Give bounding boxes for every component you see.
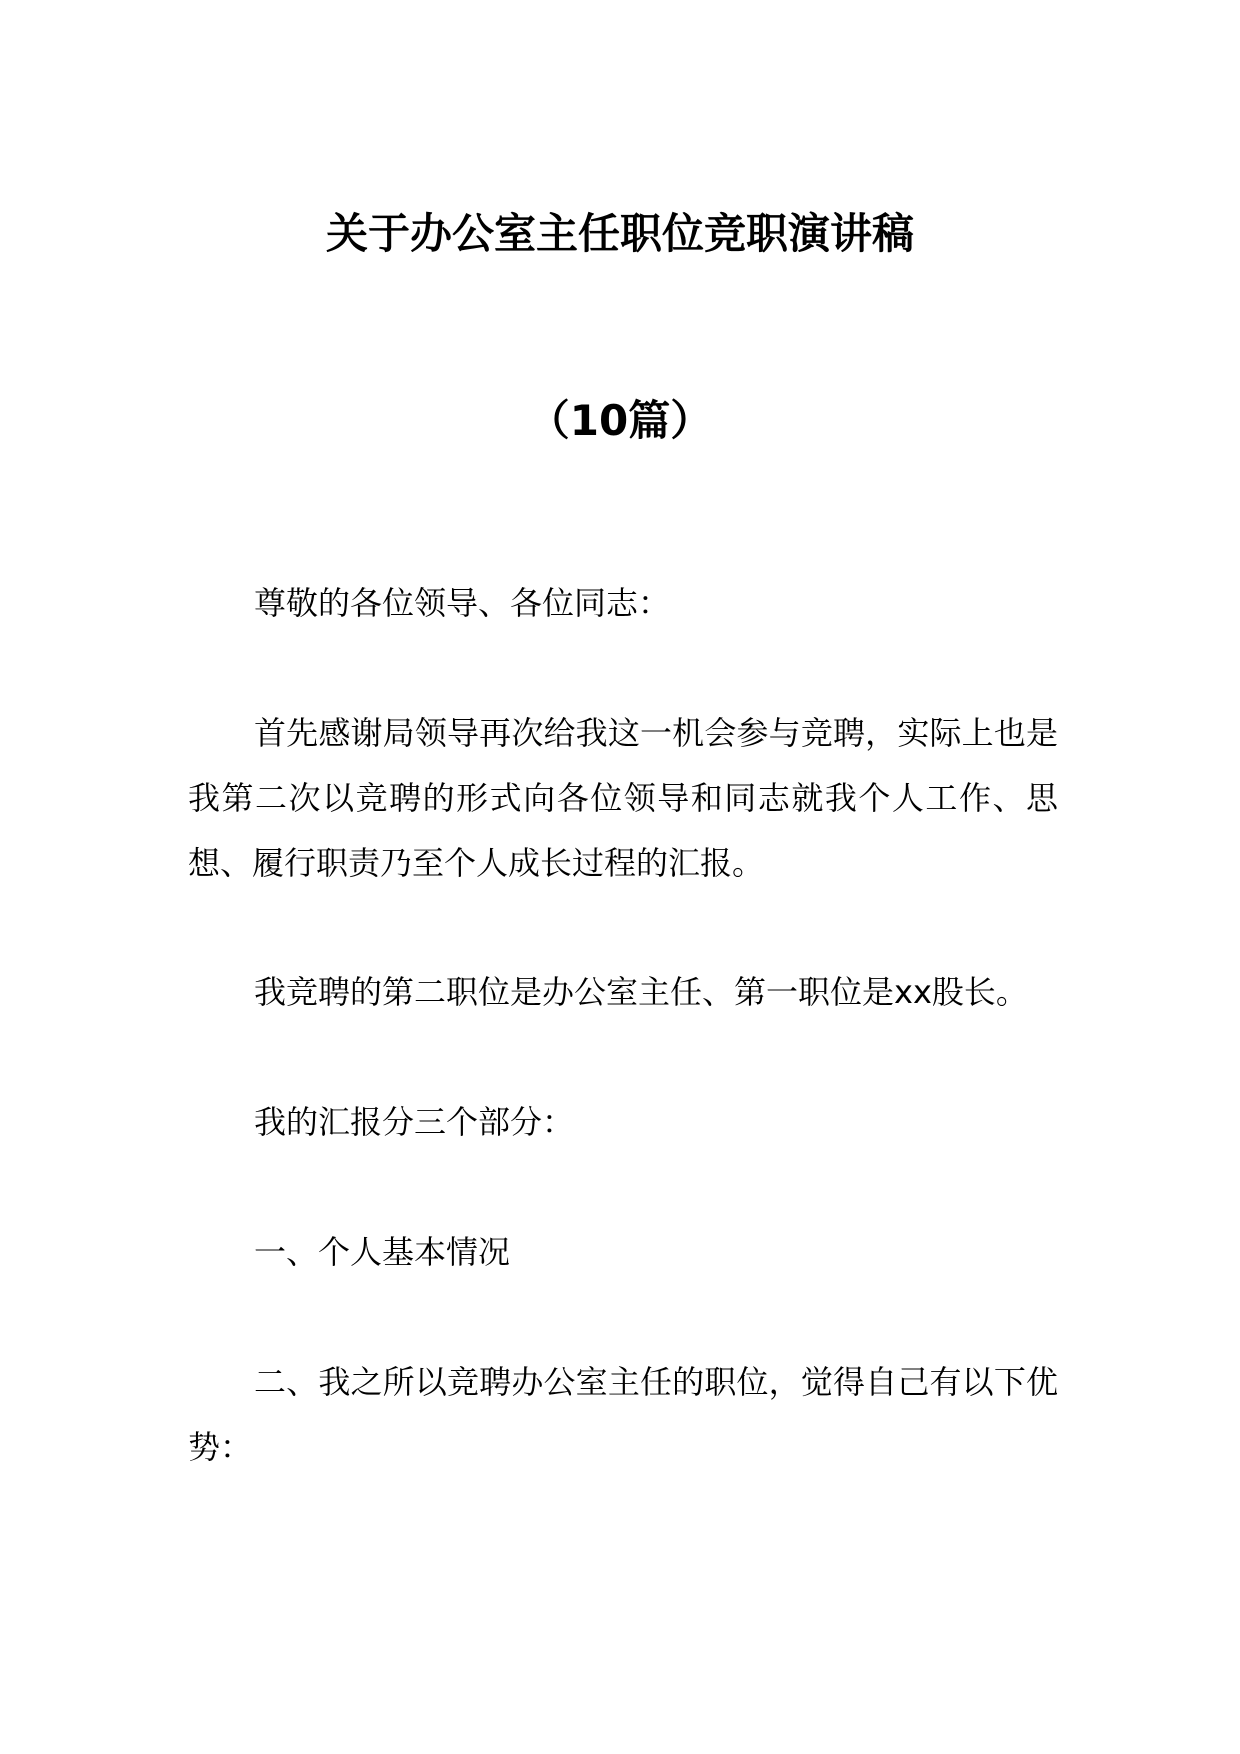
section-heading-basic-info: 一、个人基本情况	[254, 1233, 511, 1271]
paragraph-positions: 我竞聘的第二职位是办公室主任、第一职位是xx股长。	[254, 973, 1028, 1011]
document-subtitle: （10篇）	[527, 396, 713, 445]
paragraph-introduction: 首先感谢局领导再次给我这一机会参与竞聘，实际上也是我第二次以竞聘的形式向各位领导和同志就我个人工作、思想、履行职责乃至个人成长过程的汇报。	[188, 714, 1058, 882]
paragraph-greeting: 尊敬的各位领导、各位同志：	[254, 584, 671, 622]
paragraph-report-outline: 我的汇报分三个部分：	[254, 1103, 575, 1141]
document-title: 关于办公室主任职位竞职演讲稿	[325, 209, 914, 258]
section-heading-advantages: 二、我之所以竞聘办公室主任的职位，觉得自己有以下优势：	[188, 1363, 1058, 1466]
